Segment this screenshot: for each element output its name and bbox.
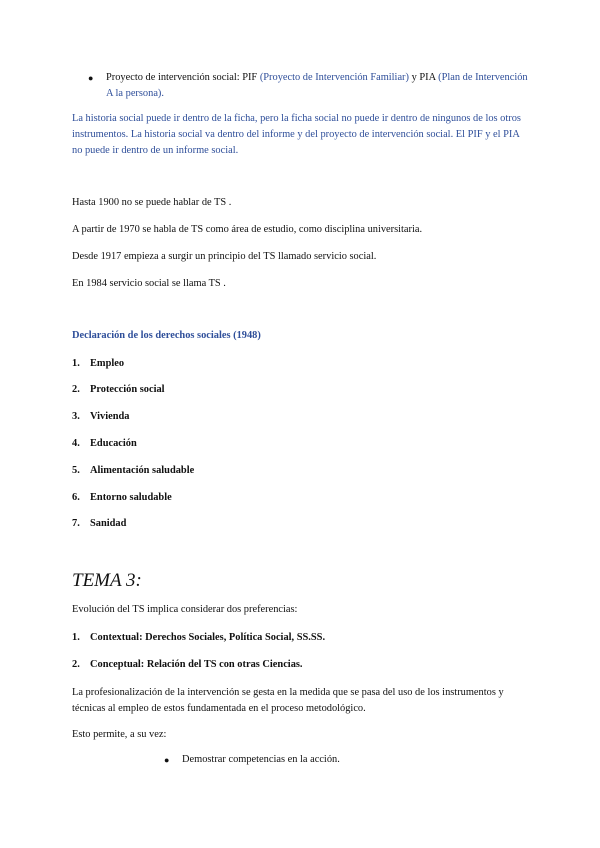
tema-permite: Esto permite, a su vez: xyxy=(72,729,167,740)
history-line: En 1984 servicio social se llama TS . xyxy=(72,278,226,289)
list-item: 4. Educación xyxy=(72,438,137,449)
history-line: Desde 1917 empieza a surgir un principio del TS llamado servicio social. xyxy=(72,251,377,262)
history-line: A partir de 1970 se habla de TS como área de estudio, como disciplina universitaria. xyxy=(72,224,423,235)
list-item: 2. Conceptual: Relación del TS con otras Ciencias. xyxy=(72,659,303,670)
bullet-dot-icon: ● xyxy=(164,755,170,765)
rights-title: Declaración de los derechos sociales (1948) xyxy=(72,330,261,341)
list-item: 1. Contextual: Derechos Sociales, Política Social, SS.SS. xyxy=(72,632,326,643)
list-item: 5. Alimentación saludable xyxy=(72,465,195,476)
list-item: 6. Entorno saludable xyxy=(72,492,172,503)
list-item: 2. Protección social xyxy=(72,384,165,395)
list-item: 1. Empleo xyxy=(72,358,125,369)
tema-bullet-text: Demostrar competencias en la acción. xyxy=(182,754,340,765)
tema-intro: Evolución del TS implica considerar dos preferencias: xyxy=(72,604,298,615)
intro-bullet-text: Proyecto de intervención social: PIF (Proyecto de Intervención Familiar) y PIA (Plan de Intervención A la persona). xyxy=(106,72,528,99)
tema-heading: TEMA 3: xyxy=(72,570,142,591)
bullet-dot-icon: ● xyxy=(88,73,94,83)
list-item: 3. Vivienda xyxy=(72,411,130,422)
history-line: Hasta 1900 no se puede hablar de TS . xyxy=(72,197,232,208)
list-item: 7. Sanidad xyxy=(72,518,127,529)
tema-bullet xyxy=(164,752,530,768)
blue-paragraph: La historia social puede ir dentro de la ficha, pero la ficha social no puede ir dentro de ningunos de los otros instrumentos. La historia social va dentro del informe y del proyecto de intervención social. El PIF y el PIA no puede ir dentro de un informe social. xyxy=(72,113,521,156)
tema-paragraph: La profesionalización de la intervención se gesta en la medida que se pasa del uso de los instrumentos y técnicas al empleo de estos fundamentada en el proceso metodológico. xyxy=(72,687,504,714)
intro-bullet xyxy=(88,70,530,102)
